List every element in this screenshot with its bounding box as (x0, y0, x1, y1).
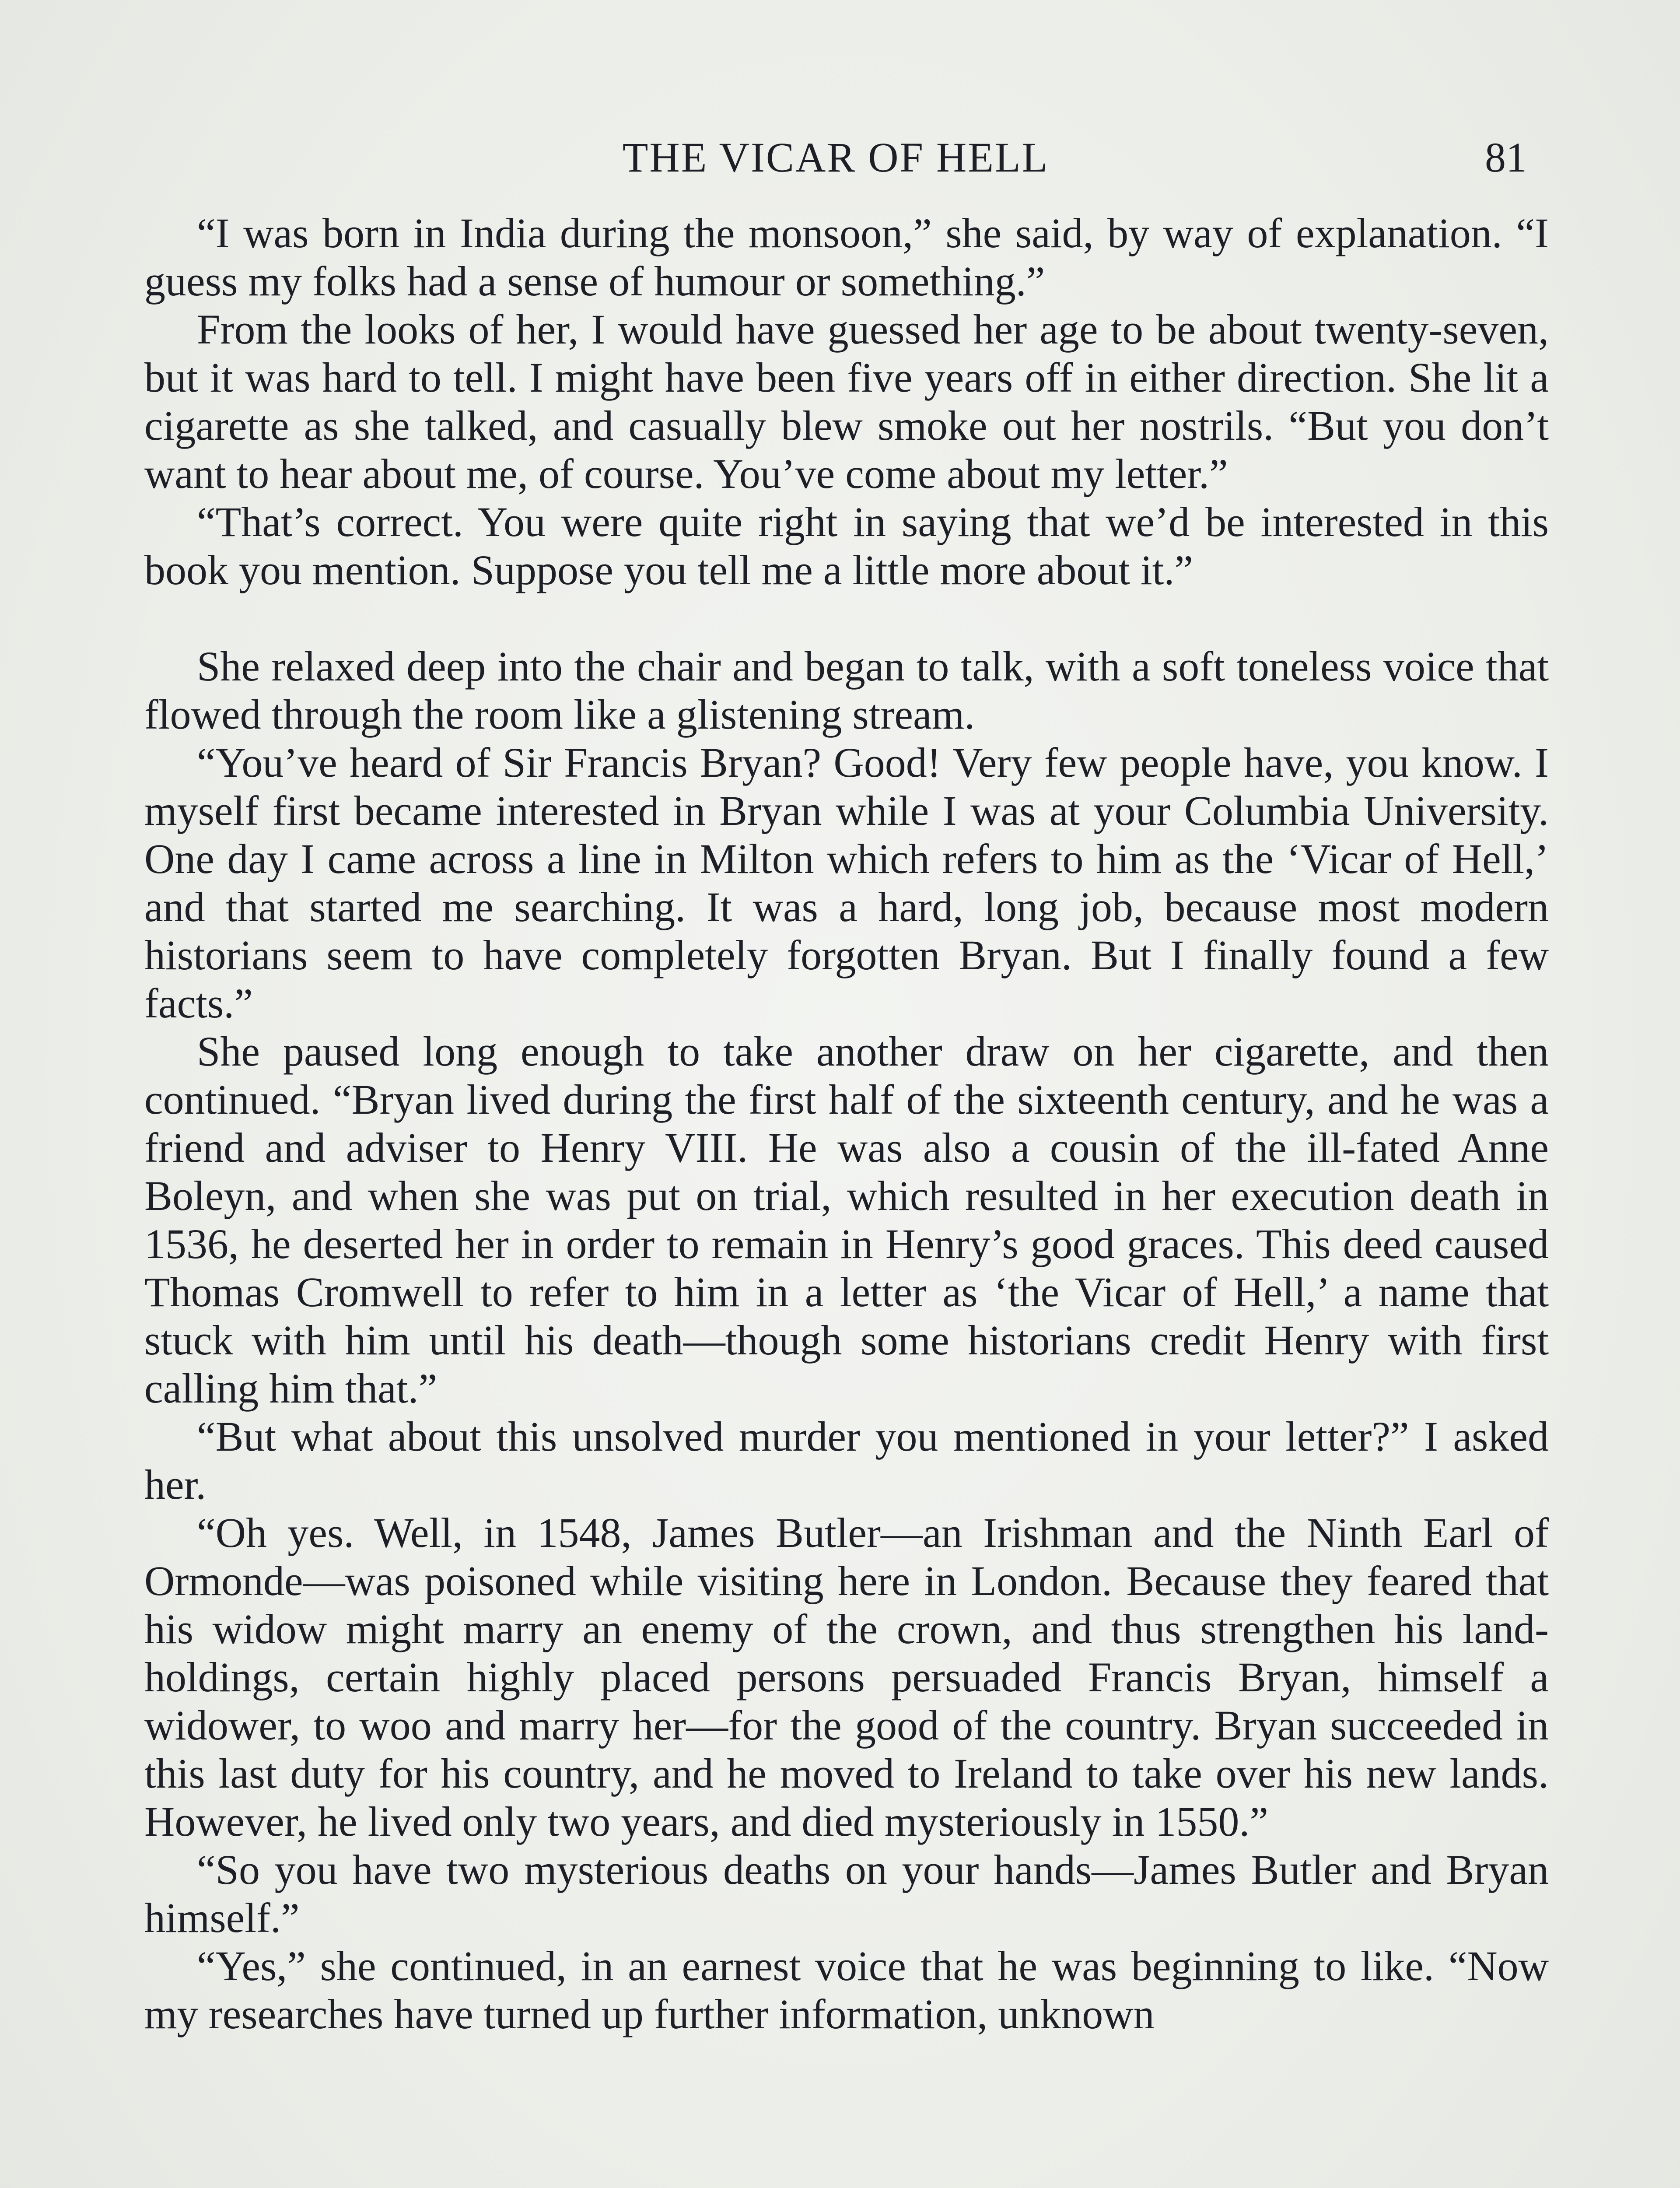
paragraph: “That’s correct. You were quite right in saying that we’d be interested in this book you mention. Suppose you tell me a little more about it.” (144, 498, 1549, 593)
running-head (144, 131, 1527, 184)
paragraph: She relaxed deep into the chair and began to talk, with a soft toneless voice that flowed through the room like a glistening stream. (144, 643, 1549, 738)
paragraph: “You’ve heard of Sir Francis Bryan? Good! Very few people have, you know. I myself first became interested in Bryan while I was at your Columbia University. One day I came across a line in Milton which refers to him as the ‘Vicar of Hell,’ and that started me searching. It was a hard, long job, because most modern historians seem to have completely forgotten Bryan. But I finally found a few facts.” (144, 739, 1549, 1027)
paragraph: From the looks of her, I would have guessed her age to be about twenty-seven, but it was hard to tell. I might have been five years off in either direction. She lit a cigarette as she talked, and casually blew smoke out her nostrils. “But you don’t want to hear about me, of course. You’ve come about my letter.” (144, 306, 1549, 497)
paragraph: “Oh yes. Well, in 1548, James Butler—an Irishman and the Ninth Earl of Ormonde—was poisoned while visiting here in London. Because they feared that his widow might marry an enemy of the crown, and thus strengthen his land-holdings, certain highly placed persons persuaded Francis Bryan, himself a widower, to woo and marry her—for the good of the country. Bryan succeeded in this last duty for his country, and he moved to Ireland to take over his new lands. However, he lived only two years, and died mysteriously in 1550.” (144, 1509, 1549, 1845)
page-number: 81 (1485, 134, 1527, 181)
running-title: THE VICAR OF HELL (622, 134, 1049, 181)
paragraph: She paused long enough to take another draw on her cigarette, and then continued. “Bryan lived during the first half of the sixteenth century, and he was a friend and adviser to Henry VIII. He was also a cousin of the ill-fated Anne Boleyn, and when she was put on trial, which resulted in her execution death in 1536, he deserted her in order to remain in Henry’s good graces. This deed caused Thomas Cromwell to refer to him in a letter as ‘the Vicar of Hell,’ a name that stuck with him until his death—though some historians credit Henry with first calling him that.” (144, 1028, 1549, 1412)
paragraph: “So you have two mysterious deaths on your hands—James Butler and Bryan himself.” (144, 1846, 1549, 1941)
paragraph: “Yes,” she continued, in an earnest voice that he was beginning to like. “Now my researches have turned up further information, unknown (144, 1943, 1549, 2037)
body-text (144, 209, 1549, 2038)
paragraph: “But what about this unsolved murder you mentioned in your letter?” I asked her. (144, 1413, 1549, 1508)
paragraph: “I was born in India during the monsoon,” she said, by way of explanation. “I guess my folks had a sense of humour or something.” (144, 210, 1549, 305)
